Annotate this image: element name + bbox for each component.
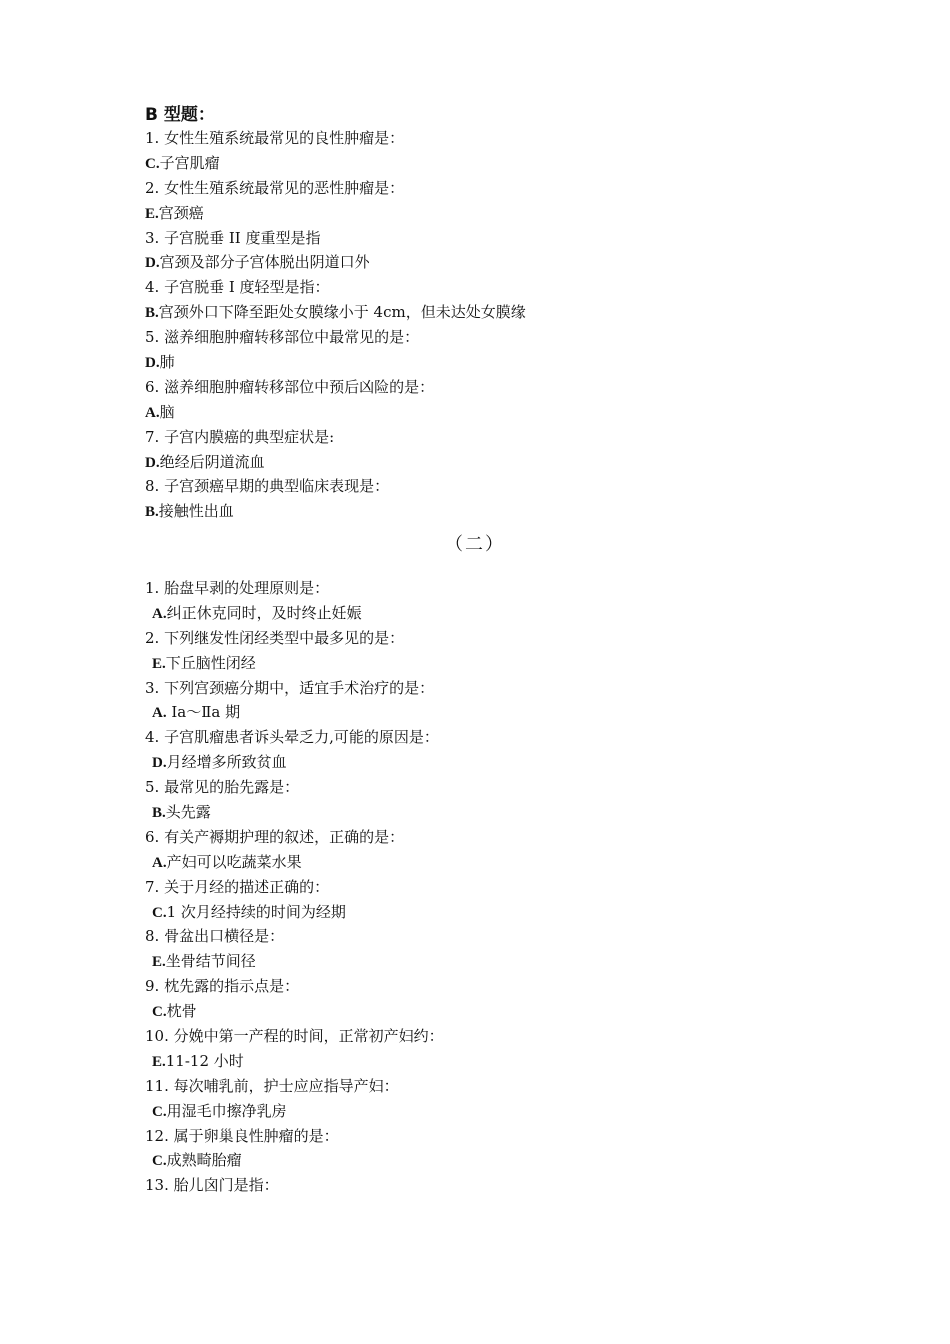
answer-text: 11-12 小时 (165, 1051, 244, 1070)
answer-line (145, 450, 845, 475)
answer-line (145, 151, 845, 176)
question-text: 7. 关于月经的描述正确的： (145, 877, 330, 896)
answer-text: 1 次月经持续的时间为经期 (166, 902, 346, 921)
answer-line (145, 400, 845, 425)
question-text: 4. 子宫肌瘤患者诉头晕乏力,可能的原因是： (145, 728, 439, 747)
answer-letter: E. (152, 655, 166, 672)
answer-letter: E. (145, 205, 159, 222)
answer-text: 用湿毛巾擦净乳房 (166, 1101, 287, 1120)
answer-line (145, 300, 845, 325)
answer-text: 产妇可以吃蔬菜水果 (166, 852, 302, 871)
answer-line (145, 250, 845, 275)
answer-text: 肺 (159, 353, 175, 372)
answer-letter: A. (152, 854, 167, 871)
answer-line (145, 1148, 845, 1173)
answer-letter: A. (152, 605, 167, 622)
question-text: 10. 分娩中第一产程的时间，正常初产妇约： (145, 1027, 444, 1046)
question-text: 13. 胎儿囟门是指： (145, 1176, 279, 1195)
question-text: 8. 子宫颈癌早期的典型临床表现是： (145, 477, 390, 496)
answer-letter: E. (152, 954, 166, 971)
answer-letter: A. (152, 705, 167, 722)
answer-text: 成熟畸胎瘤 (166, 1151, 242, 1170)
answer-text: 月经增多所致贫血 (166, 753, 287, 772)
question-text: 4. 子宫脱垂 I 度轻型是指： (145, 278, 330, 297)
answer-line (145, 350, 845, 375)
question-text: 7. 子宫内膜癌的典型症状是: (145, 427, 335, 446)
answer-line (145, 700, 845, 725)
answer-text: 枕骨 (166, 1002, 197, 1021)
answer-text: 坐骨结节间径 (165, 952, 256, 971)
answer-text: 宫颈癌 (158, 203, 204, 222)
answer-line (145, 651, 845, 676)
answer-letter: A. (145, 404, 160, 421)
answer-line (145, 601, 845, 626)
answer-letter: C. (145, 155, 160, 172)
answer-text: 脑 (159, 402, 175, 421)
answer-letter: D. (145, 454, 160, 471)
answer-letter: C. (152, 904, 167, 921)
answer-letter: C. (152, 1103, 167, 1120)
answer-line (145, 201, 845, 226)
question-text: 5. 最常见的胎先露是： (145, 778, 300, 797)
section-b-questions (145, 126, 845, 524)
answer-text: 子宫肌瘤 (159, 153, 220, 172)
answer-text: Ⅰa～Ⅱa 期 (166, 703, 241, 722)
answer-text: 绝经后阴道流血 (159, 452, 265, 471)
question-text: 1. 胎盘早剥的处理原则是： (145, 579, 330, 597)
question-text: 9. 枕先露的指示点是： (145, 977, 300, 996)
section-two-questions (145, 576, 845, 1198)
answer-letter: D. (152, 755, 167, 772)
question-text: 2. 下列继发性闭经类型中最多见的是： (145, 628, 405, 647)
answer-letter: C. (152, 1004, 167, 1021)
answer-text: 头先露 (165, 803, 211, 822)
question-text: 3. 子宫脱垂 II 度重型是指 (145, 228, 321, 247)
question-text: 3. 下列宫颈癌分期中，适宜手术治疗的是： (145, 678, 435, 697)
answer-text: 宫颈外口下降至距处女膜缘小于 4cm，但未达处女膜缘 (158, 303, 526, 322)
question-text: 6. 有关产褥期护理的叙述，正确的是： (145, 827, 405, 846)
answer-line (145, 499, 845, 524)
question-text: 5. 滋养细胞肿瘤转移部位中最常见的是： (145, 328, 420, 347)
answer-text: 下丘脑性闭经 (165, 653, 256, 672)
answer-line (145, 1099, 845, 1124)
answer-line (145, 850, 845, 875)
answer-text: 纠正休克同时，及时终止妊娠 (166, 603, 362, 622)
answer-line (145, 949, 845, 974)
answer-text: 宫颈及部分子宫体脱出阴道口外 (159, 253, 370, 272)
answer-line (145, 1049, 845, 1074)
answer-line (145, 800, 845, 825)
answer-letter: D. (145, 255, 160, 272)
answer-line (145, 900, 845, 925)
answer-letter: B. (152, 805, 166, 822)
answer-letter: D. (145, 355, 160, 372)
section-title: （二） (445, 534, 505, 555)
answer-line (145, 750, 845, 775)
answer-letter: E. (152, 1053, 166, 1070)
answer-letter: B. (145, 305, 159, 322)
answer-text: 接触性出血 (158, 502, 234, 521)
answer-letter: B. (145, 504, 159, 521)
question-text: 12. 属于卵巢良性肿瘤的是： (145, 1126, 339, 1145)
question-text: 2. 女性生殖系统最常见的恶性肿瘤是： (145, 178, 405, 197)
question-text: 8. 骨盆出口横径是： (145, 927, 285, 946)
answer-letter: C. (152, 1153, 167, 1170)
question-text: 1. 女性生殖系统最常见的良性肿瘤是： (145, 129, 405, 147)
question-text: 11. 每次哺乳前，护士应应指导产妇： (145, 1076, 399, 1095)
section-heading: B 型题： (145, 105, 215, 125)
question-text: 6. 滋养细胞肿瘤转移部位中预后凶险的是： (145, 377, 435, 396)
answer-line (145, 999, 845, 1024)
